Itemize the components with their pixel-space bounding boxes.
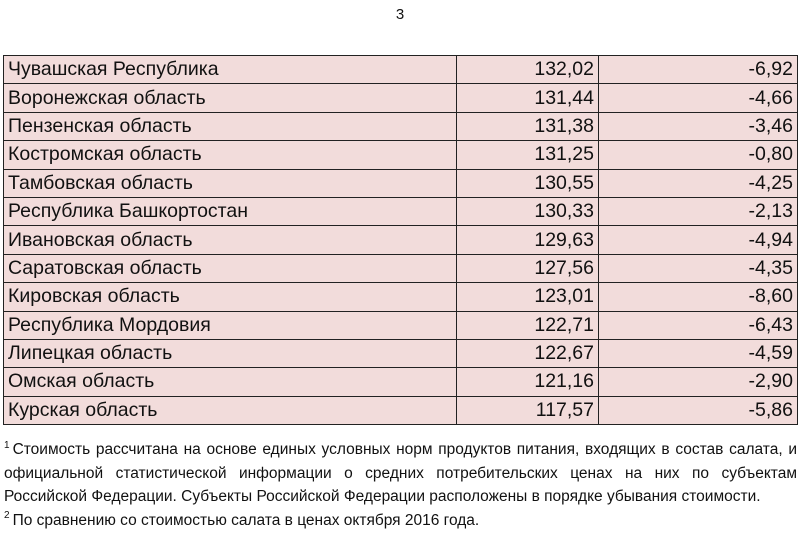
region-cell: Воронежская область — [4, 84, 457, 112]
change-cell: -0,80 — [599, 141, 798, 169]
region-cell: Пензенская область — [4, 112, 457, 140]
change-cell: -4,94 — [599, 226, 798, 254]
change-cell: -4,35 — [599, 254, 798, 282]
cost-cell: 132,02 — [457, 56, 599, 84]
table-row — [4, 283, 798, 311]
cost-cell: 131,44 — [457, 84, 599, 112]
cost-cell: 123,01 — [457, 283, 599, 311]
table-row — [4, 197, 798, 225]
change-cell: -4,66 — [599, 84, 798, 112]
cost-cell: 131,38 — [457, 112, 599, 140]
change-cell: -6,43 — [599, 311, 798, 339]
change-cell: -2,90 — [599, 368, 798, 396]
cost-cell: 130,55 — [457, 169, 599, 197]
footnote-marker: 2 — [4, 510, 10, 522]
cost-cell: 129,63 — [457, 226, 599, 254]
region-cell: Республика Башкортостан — [4, 197, 457, 225]
cost-cell: 121,16 — [457, 368, 599, 396]
region-cell: Ивановская область — [4, 226, 457, 254]
cost-cell: 122,71 — [457, 311, 599, 339]
region-cell: Курская область — [4, 396, 457, 424]
change-cell: -6,92 — [599, 56, 798, 84]
cost-cell: 131,25 — [457, 141, 599, 169]
cost-cell: 130,33 — [457, 197, 599, 225]
table-row — [4, 396, 798, 424]
region-cell: Тамбовская область — [4, 169, 457, 197]
change-cell: -4,25 — [599, 169, 798, 197]
change-cell: -8,60 — [599, 283, 798, 311]
region-cell: Липецкая область — [4, 339, 457, 367]
footnote-text: Стоимость рассчитана на основе единых условных норм продуктов питания, входящих в состав салата, и официальной статистической информации о средних потребительских ценах на них по субъектам Российской Федерации. Субъекты Российской Федерации расположены в порядке убывания стоимости. — [4, 441, 797, 505]
region-cell: Республика Мордовия — [4, 311, 457, 339]
table-row — [4, 169, 798, 197]
table-row — [4, 56, 798, 84]
table-row — [4, 311, 798, 339]
table-row — [4, 368, 798, 396]
region-cell: Чувашская Республика — [4, 56, 457, 84]
table-row — [4, 226, 798, 254]
footnote-text: По сравнению со стоимостью салата в ценах октября 2016 года. — [12, 511, 480, 529]
table-body — [4, 56, 798, 425]
region-cell: Саратовская область — [4, 254, 457, 282]
table-row — [4, 112, 798, 140]
region-cell: Костромская область — [4, 141, 457, 169]
table-row — [4, 141, 798, 169]
cost-cell: 127,56 — [457, 254, 599, 282]
change-cell: -3,46 — [599, 112, 798, 140]
region-cell: Кировская область — [4, 283, 457, 311]
footnote-marker: 1 — [4, 439, 10, 451]
footnotes — [4, 438, 797, 532]
change-cell: -5,86 — [599, 396, 798, 424]
table-row — [4, 254, 798, 282]
page-number: 3 — [395, 6, 405, 23]
table-row — [4, 84, 798, 112]
change-cell: -4,59 — [599, 339, 798, 367]
change-cell: -2,13 — [599, 197, 798, 225]
region-cell: Омская область — [4, 368, 457, 396]
region-cost-table — [3, 55, 798, 425]
cost-cell: 117,57 — [457, 396, 599, 424]
table-row — [4, 339, 798, 367]
footnote-1 — [4, 438, 797, 509]
cost-cell: 122,67 — [457, 339, 599, 367]
footnote-2 — [4, 509, 797, 533]
